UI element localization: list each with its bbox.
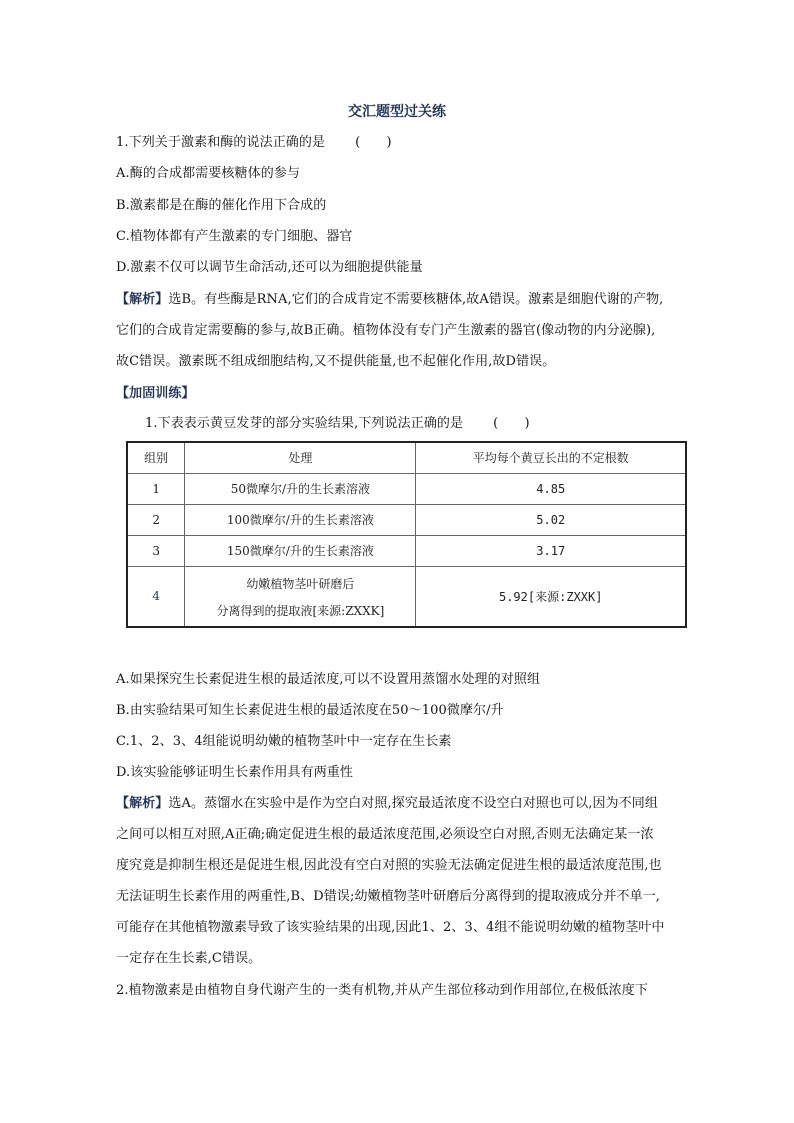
reinforce-analysis-line-2: 之间可以相互对照,A正确;确定促进生根的最适浓度范围,必须设空白对照,否则无法确定某一浓	[116, 827, 654, 842]
page-title: 交汇题型过关练	[348, 104, 446, 120]
cell-group: 1	[127, 473, 185, 504]
reinforce-answer-paren: ( )	[493, 416, 530, 431]
q1-option-b: B.激素都是在酶的催化作用下合成的	[116, 198, 327, 213]
header-group: 组别	[127, 442, 185, 473]
reinforce-option-b: B.由实验结果可知生长素促进生根的最适浓度在50～100微摩尔/升	[116, 703, 504, 718]
cell-value: 5.02	[416, 504, 686, 535]
q1-analysis-line-3: 故C错误。激素既不组成细胞结构,又不提供能量,也不起催化作用,故D错误。	[116, 354, 556, 369]
q1-analysis-tag: 【解析】	[116, 292, 169, 307]
header-treatment: 处理	[185, 442, 416, 473]
reinforce-option-d: D.该实验能够证明生长素作用具有两重性	[116, 765, 353, 780]
cell-treatment-line-2: 分离得到的提取液[来源:ZXXK]	[216, 604, 385, 619]
table-header-row	[127, 442, 686, 473]
q1-analysis-line-1	[116, 290, 706, 310]
reinforce-stem	[145, 414, 735, 434]
table-row	[127, 535, 686, 566]
cell-group: 4	[127, 566, 185, 627]
q2-stem: 2.植物激素是由植物自身代谢产生的一类有机物,并从产生部位移动到作用部位,在极低浓度下	[116, 983, 648, 998]
experiment-table	[126, 441, 687, 628]
table-row	[127, 566, 686, 627]
q1-analysis-line-2: 它们的合成肯定需要酶的参与,故B正确。植物体没有专门产生激素的器官(像动物的内分泌腺),	[116, 323, 656, 338]
reinforce-analysis-text-1: 选A。蒸馏水在实验中是作为空白对照,探究最适浓度不设空白对照也可以,因为不同组	[168, 796, 658, 811]
reinforce-analysis-line-6: 一定存在生长素,C错误。	[116, 951, 262, 966]
reinforce-analysis-line-5: 可能存在其他植物激素导致了该实验结果的出现,因此1、2、3、4组不能说明幼嫩的植物茎叶中	[116, 920, 665, 935]
cell-value: 4.85	[416, 473, 686, 504]
table-row	[127, 504, 686, 535]
cell-group: 3	[127, 535, 185, 566]
q1-option-c: C.植物体都有产生激素的专门细胞、器官	[116, 229, 353, 244]
reinforce-option-a: A.如果探究生长素促进生根的最适浓度,可以不设置用蒸馏水处理的对照组	[116, 672, 541, 687]
reinforce-analysis-line-3: 度究竟是抑制生根还是促进生根,因此没有空白对照的实验无法确定促进生根的最适浓度范围,也	[116, 858, 662, 873]
q1-stem-text: 1.下列关于激素和酶的说法正确的是	[116, 135, 326, 150]
q1-option-a: A.酶的合成都需要核糖体的参与	[116, 166, 301, 181]
cell-treatment: 150微摩尔/升的生长素溶液	[185, 535, 416, 566]
cell-value: 3.17	[416, 535, 686, 566]
cell-treatment	[185, 566, 416, 627]
q1-answer-paren: ( )	[355, 135, 392, 150]
reinforce-stem-text: 1.下表表示黄豆发芽的部分实验结果,下列说法正确的是	[145, 416, 464, 431]
cell-group: 2	[127, 504, 185, 535]
reinforce-heading: 【加固训练】	[116, 386, 195, 401]
cell-value: 5.92[来源:ZXXK]	[416, 566, 686, 627]
reinforce-analysis-tag: 【解析】	[116, 796, 169, 811]
header-root-count: 平均每个黄豆长出的不定根数	[416, 442, 686, 473]
reinforce-analysis-line-4: 无法证明生长素作用的两重性,B、D错误;幼嫩植物茎叶研磨后分离得到的提取液成分并不单一,	[116, 889, 661, 904]
table-row	[127, 473, 686, 504]
cell-treatment: 100微摩尔/升的生长素溶液	[185, 504, 416, 535]
q1-analysis-text-1: 选B。有些酶是RNA,它们的合成肯定不需要核糖体,故A错误。激素是细胞代谢的产物,	[168, 292, 664, 307]
q1-option-d: D.激素不仅可以调节生命活动,还可以为细胞提供能量	[116, 260, 423, 275]
reinforce-option-c: C.1、2、3、4组能说明幼嫩的植物茎叶中一定存在生长素	[116, 734, 452, 749]
cell-treatment-line-1: 幼嫩植物茎叶研磨后	[246, 577, 355, 592]
reinforce-analysis-line-1	[116, 794, 706, 814]
cell-treatment: 50微摩尔/升的生长素溶液	[185, 473, 416, 504]
q1-stem	[116, 133, 706, 153]
